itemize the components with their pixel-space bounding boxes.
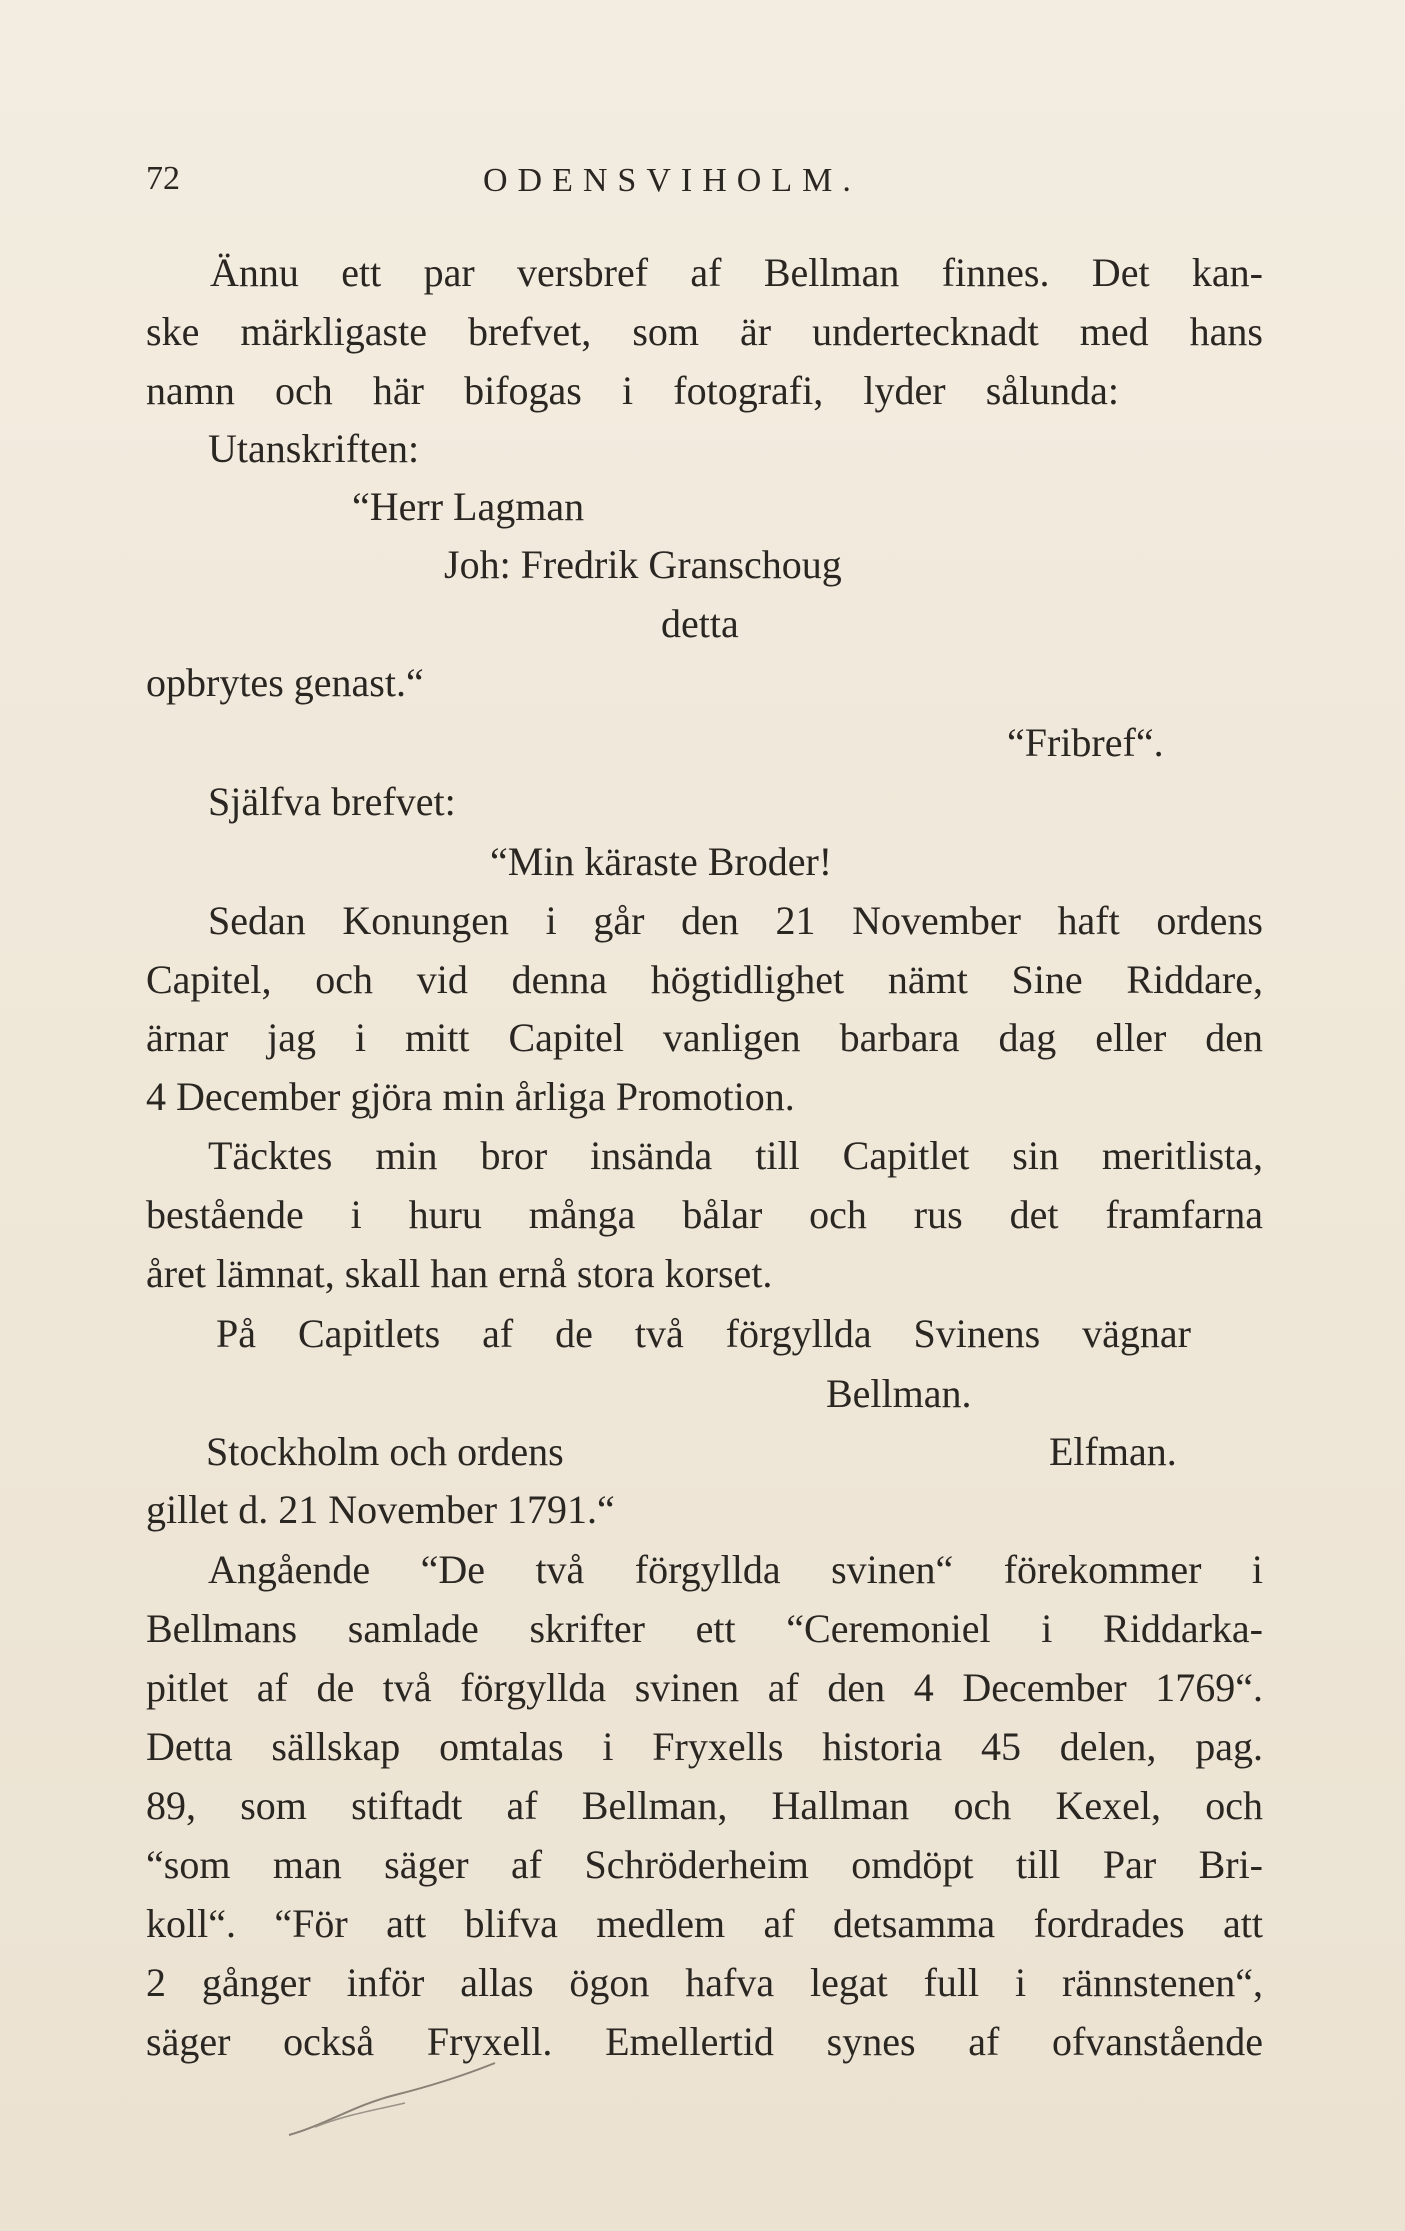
text-line: Ännu ett par versbref af Bellman finnes. Det kan- [210,250,1263,295]
signature-bellman: Bellman. [826,1371,972,1416]
text-line: 2 gånger inför allas ögon hafva legat full i rännstenen“, [146,1960,1263,2005]
text-line: året lämnat, skall han ernå stora korset. [146,1251,773,1296]
text-line: namn och här bifogas i fotografi, lyder sålunda: [146,368,1119,413]
pen-flourish-mark [285,2055,505,2145]
text-line: 89, som stiftadt af Bellman, Hallman och Kexel, och [146,1783,1263,1828]
text-line: På Capitlets af de två förgyllda Svinens vägnar [216,1311,1191,1356]
text-line: bestående i huru många bålar och rus det framfarna [146,1192,1263,1237]
text-line: säger också Fryxell. Emellertid synes af ofvanstående [146,2019,1263,2064]
signature-elfman: Elfman. [1049,1429,1177,1474]
text-line: Detta sällskap omtalas i Fryxells historia 45 delen, pag. [146,1724,1263,1769]
text-line: Själfva brefvet: [208,779,456,824]
text-line: ärnar jag i mitt Capitel vanligen barbara dag eller den [146,1015,1263,1060]
text-line: “Fribref“. [1007,720,1164,765]
text-line: Sedan Konungen i går den 21 November haft ordens [208,898,1263,943]
page-number: 72 [146,160,180,197]
text-line: detta [661,601,739,646]
text-line: koll“. “För att blifva medlem af detsamma fordrades att [146,1901,1263,1946]
text-line: Joh: Fredrik Granschoug [444,542,842,587]
text-line: Capitel, och vid denna högtidlighet nämt Sine Riddare, [146,957,1263,1002]
running-title: ODENSVIHOLM. [483,162,861,199]
text-line: 4 December gjöra min årliga Promotion. [146,1074,795,1119]
text-line: “som man säger af Schröderheim omdöpt till Par Bri- [146,1842,1263,1887]
text-line: “Herr Lagman [352,484,585,529]
text-line: Bellmans samlade skrifter ett “Ceremoniel i Riddarka- [146,1606,1263,1651]
text-line: gillet d. 21 November 1791.“ [146,1487,615,1532]
text-line: Utanskriften: [208,426,420,471]
text-line: Stockholm och ordens [206,1429,564,1474]
text-line: Täcktes min bror insända till Capitlet sin meritlista, [208,1133,1263,1178]
text-line: pitlet af de två förgyllda svinen af den 4 December 1769“. [146,1665,1263,1710]
text-line: opbrytes genast.“ [146,660,424,705]
text-line: Angående “De två förgyllda svinen“ förekommer i [208,1547,1263,1592]
text-line: ske märkligaste brefvet, som är undertecknadt med hans [146,309,1263,354]
text-line: “Min käraste Broder! [490,839,833,884]
